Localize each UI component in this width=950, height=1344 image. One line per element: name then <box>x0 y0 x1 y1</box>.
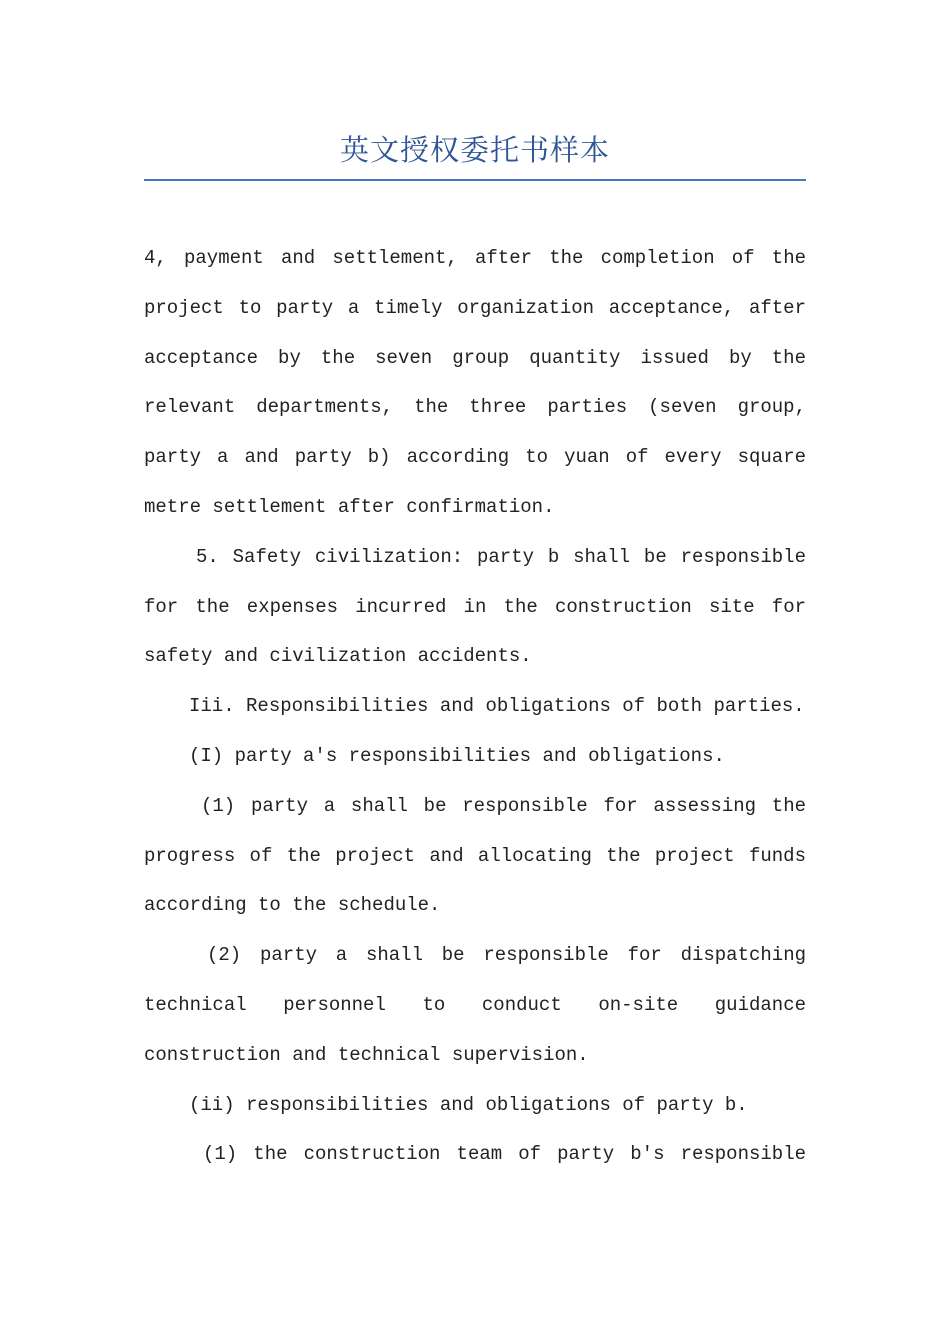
paragraph-party-a-item-1: (1) party a shall be responsible for assessing the progress of the project and allocating the project funds according to the schedule. <box>144 794 806 917</box>
paragraph-payment-settlement: 4, payment and settlement, after the completion of the project to party a timely organization acceptance, after acceptance by the seven group quantity issued by the relevant departments, the three parties (seven group, party a and party b) according to yuan of every square metre settlement after confirmation. <box>144 247 806 518</box>
document-title: 英文授权委托书样本 <box>339 133 610 167</box>
paragraph-safety-civilization: 5. Safety civilization: party b shall be responsible for the expenses incurred in the construction site for safety and civilization accidents. <box>144 545 806 668</box>
heading-responsibilities-both-parties: Iii. Responsibilities and obligations of both parties. <box>189 695 805 718</box>
paragraph-party-b-item-1: (1) the construction team of party b's responsible <box>203 1143 806 1166</box>
title-underline <box>144 179 806 181</box>
heading-party-b-responsibilities: (ii) responsibilities and obligations of party b. <box>189 1093 748 1116</box>
document-body <box>144 234 806 1180</box>
paragraph-party-a-item-2: (2) party a shall be responsible for dispatching technical personnel to conduct on-site guidance construction and technical supervision. <box>144 944 806 1066</box>
heading-party-a-responsibilities: (I) party a's responsibilities and obligations. <box>189 744 725 767</box>
